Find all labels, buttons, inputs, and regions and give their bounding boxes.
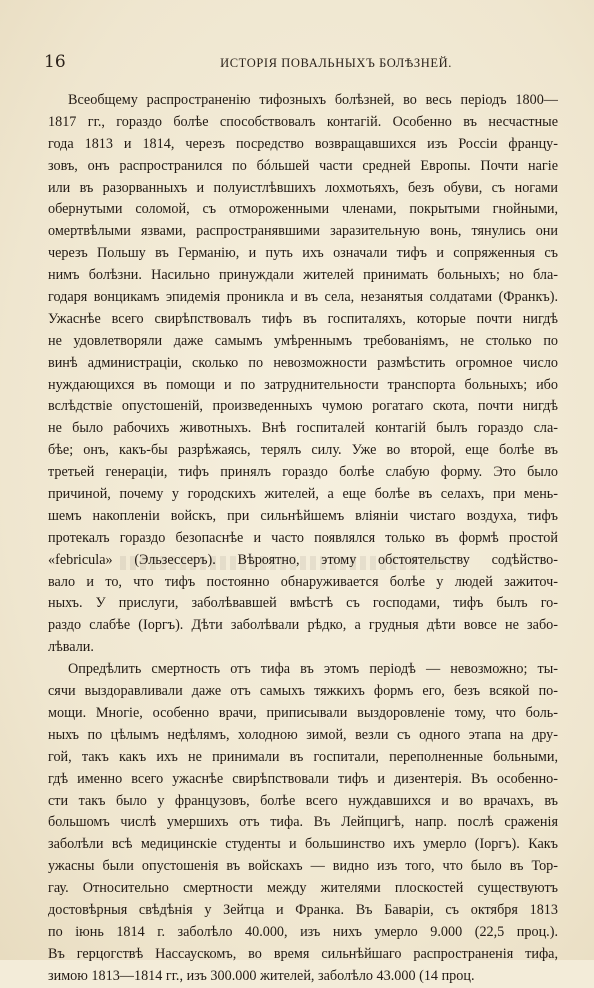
text-line: года 1813 и 1814, черезъ посредство возвращавшихся изъ Россіи францу- — [48, 135, 558, 152]
text-line: третьей генераціи, тифъ принялъ гораздо болѣе слабую форму. Это было — [48, 464, 558, 481]
text-line: 1817 гг., гораздо болѣе способствовалъ контагій. Особенно въ несчастные — [48, 113, 558, 130]
text-line: бѣе; онъ, какъ-бы разрѣжаясь, терялъ силу. Уже во второй, еще болѣе въ — [48, 442, 558, 459]
paragraph-2 — [48, 659, 558, 987]
text-line: большомъ числѣ умершихъ отъ тифа. Въ Лейпцигѣ, напр. послѣ сраженія — [48, 814, 558, 831]
body-text — [48, 90, 558, 988]
text-line: гдѣ именно всего ужаснѣе свирѣпствовали тифъ и дизентерія. Въ особенно- — [48, 770, 558, 787]
paragraph-1 — [48, 90, 558, 659]
text-line: ныхъ. У прислуги, заболѣвавшей вмѣстѣ съ господами, тифъ былъ го- — [48, 595, 558, 612]
text-line: гой, такъ какъ ихъ не принимали въ госпитали, переполненные больными, — [48, 748, 558, 765]
text-line: заболѣли всѣ медицинскіе студенты и большинство ихъ умерло (Іоргъ). Какъ — [48, 836, 558, 853]
running-head: ИСТОРІЯ ПОВАЛЬНЫХЪ БОЛѢЗНЕЙ. — [220, 56, 452, 70]
text-line: мощи. Многіе, особенно врачи, приписывали выздоровленіе тому, что боль- — [48, 704, 558, 721]
text-line: ужасны были опустошенія въ войскахъ — видно изъ того, что было въ Тор- — [48, 858, 558, 875]
text-line: Ужаснѣе всего свирѣпствовалъ тифъ въ госпиталяхъ, которые почти нигдѣ — [48, 310, 558, 327]
text-line: вслѣдствіе опустошеній, произведенныхъ чумою рогатаго скота, почти нигдѣ — [48, 398, 558, 415]
text-line: причиной, почему у городскихъ жителей, а еще болѣе въ селахъ, при мень- — [48, 486, 558, 503]
text-line: раздо слабѣе (Іоргъ). Дѣти заболѣвали рѣдко, а грудныя дѣти вовсе не забо- — [48, 617, 558, 634]
text-line: Въ герцогствѣ Нассаускомъ, во время сильнѣйшаго распространенія тифа, — [48, 945, 558, 962]
text-line: не удовлетворяли даже самымъ умѣреннымъ требованіямъ, не столько по — [48, 332, 558, 349]
text-line: нуждающихся въ помощи и по затруднительности транспорта больныхъ; ибо — [48, 376, 558, 393]
text-line: омертвѣлыми язвами, распространявшими заразительную вонь, тянулись они — [48, 223, 558, 240]
text-line: зовъ, онъ распространился по бóльшей части средней Европы. Почти нагіе — [48, 157, 558, 174]
text-line: сячи выздоравливали даже отъ самыхъ тяжкихъ формъ его, безъ всякой по- — [48, 683, 558, 700]
page-number: 16 — [44, 52, 66, 72]
text-line: годаря вонцикамъ эпидемія проникла и въ села, незанятыя солдатами (Франкъ). — [48, 289, 558, 306]
text-line: нимъ болѣзни. Насильно принуждали жителей принимать больныхъ; но бла- — [48, 267, 558, 284]
page-header — [44, 52, 558, 76]
text-line: лѣвали. — [48, 639, 94, 656]
text-line: вало и то, что тифъ постоянно обнаруживается болѣе у людей зажиточ- — [48, 573, 558, 590]
text-line: винѣ администраціи, сколько по невозможности размѣстить огромное число — [48, 354, 558, 371]
text-line: сти такъ было у французовъ, болѣе всего нуждавшихся и во врачахъ, въ — [48, 792, 558, 809]
text-line: не было рабочихъ животныхъ. Внѣ госпиталей контагій былъ гораздо сла- — [48, 420, 558, 437]
text-line: достовѣрныя свѣдѣнія у Зейтца и Франка. Въ Баваріи, съ октября 1813 — [48, 901, 558, 918]
text-line: Опредѣлить смертность отъ тифа въ этомъ періодѣ — невозможно; ты- — [68, 661, 558, 678]
text-line: гау. Относительно смертности между жителями плоскостей существуютъ — [48, 880, 558, 897]
text-line: шемъ накопленіи войскъ, при сильнѣйшемъ вліяніи чистаго воздуха, тифъ — [48, 507, 558, 524]
text-line: Всеобщему распространенію тифозныхъ болѣзней, во весь періодъ 1800— — [68, 92, 558, 108]
text-line: зимою 1813—1814 гг., изъ 300.000 жителей, заболѣло 43.000 (14 проц. — [48, 967, 475, 984]
text-line: протекалъ гораздо безопаснѣе и часто появлялся только въ формѣ простой — [48, 529, 558, 546]
text-line: или въ разорванныхъ и полуистлѣвшихъ лохмотьяхъ, безъ обуви, съ ногами — [48, 179, 558, 196]
text-line: «febricula» (Эльзессеръ). Вѣроятно, этому обстоятельству содѣйство- — [48, 551, 558, 568]
text-line: по іюнь 1814 г. заболѣло 40.000, изъ нихъ умерло 9.000 (22,5 проц.). — [48, 923, 558, 940]
text-line: черезъ Польшу въ Германію, и путь ихъ означали тифъ и сопряженныя съ — [48, 245, 558, 262]
text-line: ныхъ по цѣлымъ недѣлямъ, холодною зимой, везли съ одного этапа на дру- — [48, 726, 558, 743]
text-line: обернутыми соломой, съ отмороженными членами, покрытыми гнойными, — [48, 201, 558, 218]
